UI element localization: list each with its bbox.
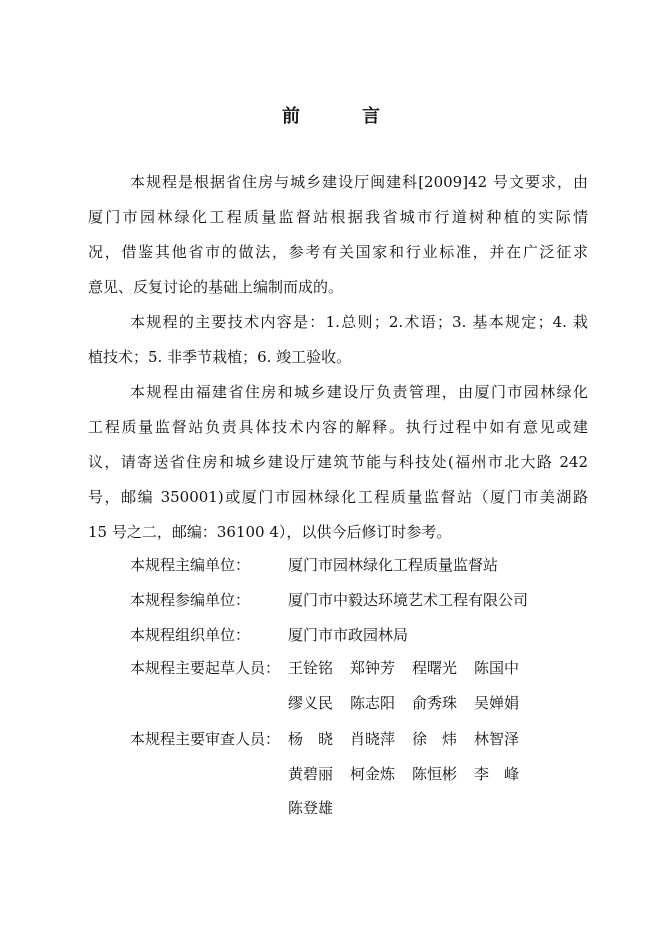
paragraph-3-line-3: 议，请寄送省住房和城乡建设厅建筑节能与科技处(福州市北大路 242 xyxy=(88,453,588,471)
drafter-name: 俞秀珠 xyxy=(412,694,458,712)
drafter-name: 郑钟芳 xyxy=(350,659,396,677)
reviewers-label: 本规程主要审查人员： xyxy=(130,730,281,748)
drafters-row-1 xyxy=(288,657,536,678)
reviewer-name: 李 峰 xyxy=(474,765,520,783)
reviewer-name: 陈恒彬 xyxy=(412,765,458,783)
paragraph-3-line-2: 工程质量监督站负责具体技术内容的解释。执行过程中如有意见或建 xyxy=(88,418,588,436)
reviewer-name: 肖晓萍 xyxy=(350,730,396,748)
drafter-name: 吴婵娟 xyxy=(474,694,520,712)
paragraph-2-line-1: 本规程的主要技术内容是：1.总则；2.术语；3. 基本规定；4. 栽 xyxy=(130,313,588,331)
drafter-name: 程曙光 xyxy=(412,659,458,677)
drafter-name: 缪义民 xyxy=(288,694,334,712)
paragraph-1-line-2: 厦门市园林绿化工程质量监督站根据我省城市行道树种植的实际情 xyxy=(88,208,588,226)
reviewer-name: 柯金炼 xyxy=(350,765,396,783)
paragraph-3-line-4: 号，邮编 350001)或厦门市园林绿化工程质量监督站（厦门市美湖路 xyxy=(88,488,588,506)
reviewers-row-2 xyxy=(288,763,536,784)
reviewers-row-3 xyxy=(288,797,350,818)
chief-editor-value: 厦门市园林绿化工程质量监督站 xyxy=(288,556,499,574)
drafters-label: 本规程主要起草人员： xyxy=(130,659,281,677)
paragraph-1-line-3: 况，借鉴其他省市的做法，参考有关国家和行业标准，并在广泛征求 xyxy=(88,243,588,261)
participant-unit-label: 本规程参编单位： xyxy=(130,591,251,609)
organizer-unit-label: 本规程组织单位： xyxy=(130,626,251,644)
paragraph-3-line-1: 本规程由福建省住房和城乡建设厅负责管理，由厦门市园林绿化 xyxy=(130,383,588,401)
reviewer-name: 黄碧丽 xyxy=(288,765,334,783)
chief-editor-label: 本规程主编单位： xyxy=(130,556,251,574)
reviewer-name: 陈登雄 xyxy=(288,799,334,817)
page-title: 前 言 xyxy=(282,106,402,127)
paragraph-1-line-1: 本规程是根据省住房与城乡建设厅闽建科[2009]42 号文要求，由 xyxy=(130,173,588,191)
participant-unit-value: 厦门市中毅达环境艺术工程有限公司 xyxy=(288,591,529,609)
reviewer-name: 杨 晓 xyxy=(288,730,334,748)
paragraph-3-line-5: 15 号之二，邮编：36100 4），以供今后修订时参考。 xyxy=(88,523,452,541)
drafter-name: 王铨铭 xyxy=(288,659,334,677)
drafters-row-2 xyxy=(288,692,536,713)
reviewers-row-1 xyxy=(288,728,536,749)
paragraph-2-line-2: 植技术；5. 非季节栽植；6. 竣工验收。 xyxy=(88,348,352,366)
reviewer-name: 林智泽 xyxy=(474,730,520,748)
paragraph-1-line-4: 意见、反复讨论的基础上编制而成的。 xyxy=(88,278,344,296)
drafter-name: 陈志阳 xyxy=(350,694,396,712)
organizer-unit-value: 厦门市市政园林局 xyxy=(288,626,409,644)
drafter-name: 陈国中 xyxy=(474,659,520,677)
reviewer-name: 徐 炜 xyxy=(412,730,458,748)
